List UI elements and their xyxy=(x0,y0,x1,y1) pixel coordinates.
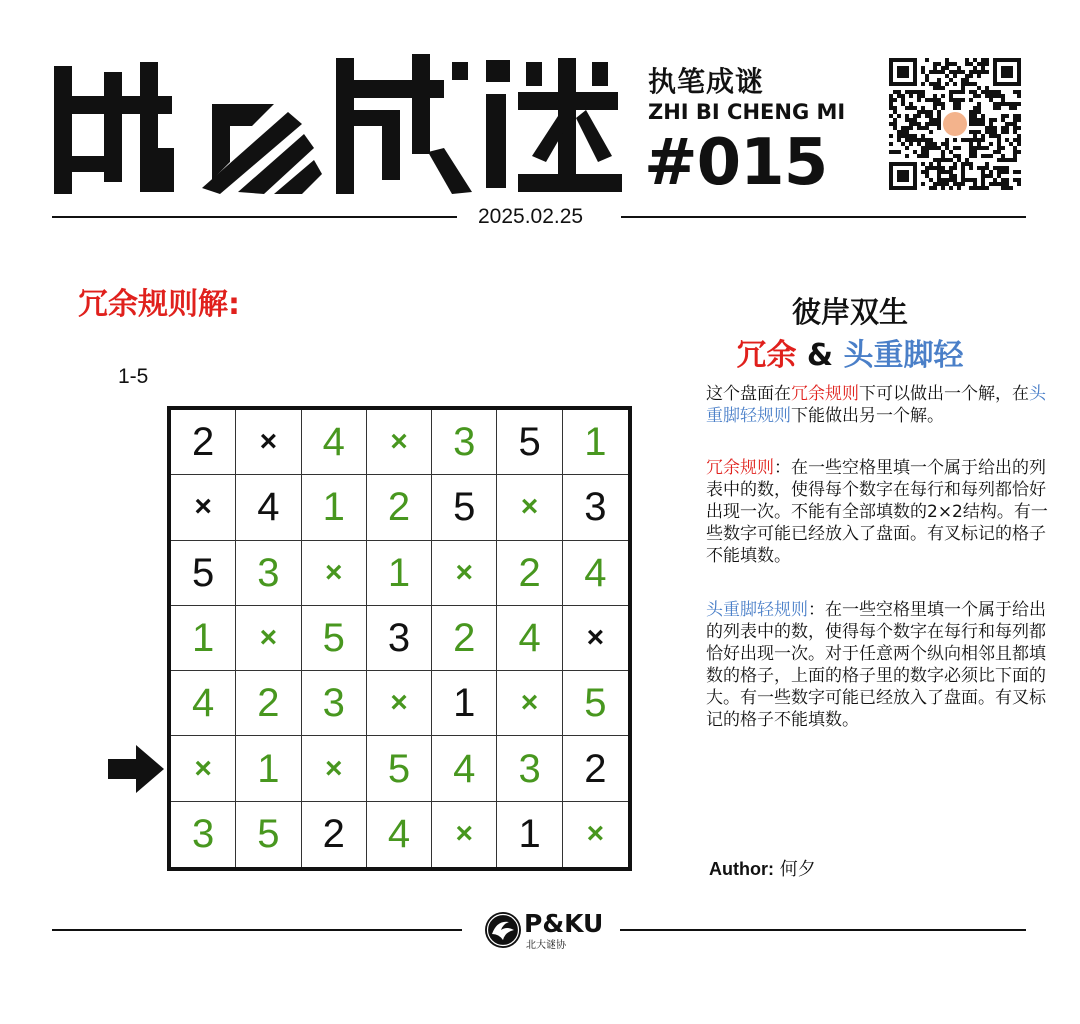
issue-date: 2025.02.25 xyxy=(478,205,584,228)
grid-cell: × xyxy=(432,802,497,867)
grid-cell: × xyxy=(367,410,432,475)
grid-cell: 4 xyxy=(497,606,562,671)
grid-cell: 2 xyxy=(302,802,367,867)
grid-cell: 3 xyxy=(563,475,628,540)
subtitle-pinyin: ZHI BI CHENG MI xyxy=(648,100,846,124)
grid-cell: 5 xyxy=(497,410,562,475)
rule-a-text: ：在一些空格里填一个属于给出的列表中的数，使得每个数字在每行和每列都恰好出现一次。不能有全部填数的2×2结构。有一些数字可能已经放入了盘面。有叉标记的格子不能填数。 xyxy=(706,458,1048,566)
grid-cell: 1 xyxy=(302,475,367,540)
grid-cell: × xyxy=(563,606,628,671)
grid-cell: × xyxy=(302,541,367,606)
intro-text-2: 下可以做出一个解，在 xyxy=(859,384,1029,404)
brand-name: P&KU xyxy=(524,909,604,938)
grid-cell: × xyxy=(497,475,562,540)
grid-cell: 5 xyxy=(367,736,432,801)
rule-b-text: ：在一些空格里填一个属于给出的列表中的数，使得每个数字在每行和每列都恰好出现一次。对于任意两个纵向相邻且都填数的格子，上面的格子里的数字必须比下面的大。有一些数字可能已经放入了盘面。有叉标记的格子不能填数。 xyxy=(706,600,1046,730)
grid-cell: 2 xyxy=(367,475,432,540)
grid-cell: 2 xyxy=(171,410,236,475)
section-title: 冗余规则解: xyxy=(78,287,240,322)
intro-paragraph xyxy=(706,383,1058,427)
grid-cell: 3 xyxy=(171,802,236,867)
intro-text-3: 下能做出另一个解。 xyxy=(791,406,944,426)
footer-divider-right xyxy=(620,929,1026,931)
author-name: 何夕 xyxy=(779,859,816,880)
grid-cell: 4 xyxy=(432,736,497,801)
author-line xyxy=(709,855,816,881)
rule-a-title: 冗余规则 xyxy=(706,458,774,478)
grid-cell: 4 xyxy=(236,475,301,540)
grid-cell: 2 xyxy=(563,736,628,801)
grid-cell: 4 xyxy=(302,410,367,475)
grid-cell: 1 xyxy=(367,541,432,606)
grid-cell: 2 xyxy=(236,671,301,736)
solution-grid xyxy=(167,406,632,871)
grid-cell: 5 xyxy=(302,606,367,671)
grid-cell: 5 xyxy=(432,475,497,540)
subtitle-chinese: 执笔成谜 xyxy=(648,65,765,98)
intro-text-1: 这个盘面在 xyxy=(706,384,791,404)
number-range-label: 1-5 xyxy=(118,365,149,388)
grid-cell: × xyxy=(497,671,562,736)
rule-a-paragraph xyxy=(706,457,1058,567)
grid-cell: 4 xyxy=(563,541,628,606)
grid-cell: × xyxy=(432,541,497,606)
grid-cell: × xyxy=(236,410,301,475)
grid-cell: × xyxy=(171,736,236,801)
grid-cell: 3 xyxy=(302,671,367,736)
grid-cell: 4 xyxy=(171,671,236,736)
author-label: Author: xyxy=(709,859,774,879)
rule-b-name: 头重脚轻 xyxy=(843,338,964,373)
issue-number: #015 xyxy=(644,126,828,200)
header-divider-left xyxy=(52,216,457,218)
grid-cell: 2 xyxy=(432,606,497,671)
grid-cell: 3 xyxy=(236,541,301,606)
logo-title xyxy=(52,52,622,194)
brand-subtitle: 北大谜协 xyxy=(526,940,566,951)
rule-names xyxy=(700,330,1000,374)
grid-cell: 3 xyxy=(367,606,432,671)
rule-a-name: 冗余 xyxy=(736,338,797,373)
grid-cell: 3 xyxy=(497,736,562,801)
grid-cell: 2 xyxy=(497,541,562,606)
intro-rule-b: 头重脚轻规则 xyxy=(706,384,1046,426)
grid-cell: × xyxy=(302,736,367,801)
grid-cell: × xyxy=(586,817,605,851)
puzzle-name: 彼岸双生 xyxy=(791,295,908,329)
rule-b-title: 头重脚轻规则 xyxy=(706,600,808,620)
grid-cell: 1 xyxy=(432,671,497,736)
grid-cell: 5 xyxy=(171,541,236,606)
grid-cell: 1 xyxy=(563,410,628,475)
grid-cell: × xyxy=(367,671,432,736)
header-divider-right xyxy=(621,216,1026,218)
grid-cell: 1 xyxy=(171,606,236,671)
grid-cell: 4 xyxy=(367,802,432,867)
grid-cell: 1 xyxy=(236,736,301,801)
grid-cell: × xyxy=(236,606,301,671)
grid-cell: 5 xyxy=(236,802,301,867)
qr-code-icon[interactable] xyxy=(889,58,1021,190)
grid-cell: × xyxy=(171,475,236,540)
arrow-right-icon xyxy=(108,745,164,793)
footer-divider-left xyxy=(52,929,462,931)
intro-rule-a: 冗余规则 xyxy=(791,384,859,404)
pku-logo-icon xyxy=(483,910,523,950)
grid-cell: 5 xyxy=(563,671,628,736)
rule-b-paragraph xyxy=(706,599,1058,731)
grid-cell: 3 xyxy=(432,410,497,475)
grid-cell: 1 xyxy=(497,802,562,867)
ampersand: & xyxy=(806,338,834,373)
